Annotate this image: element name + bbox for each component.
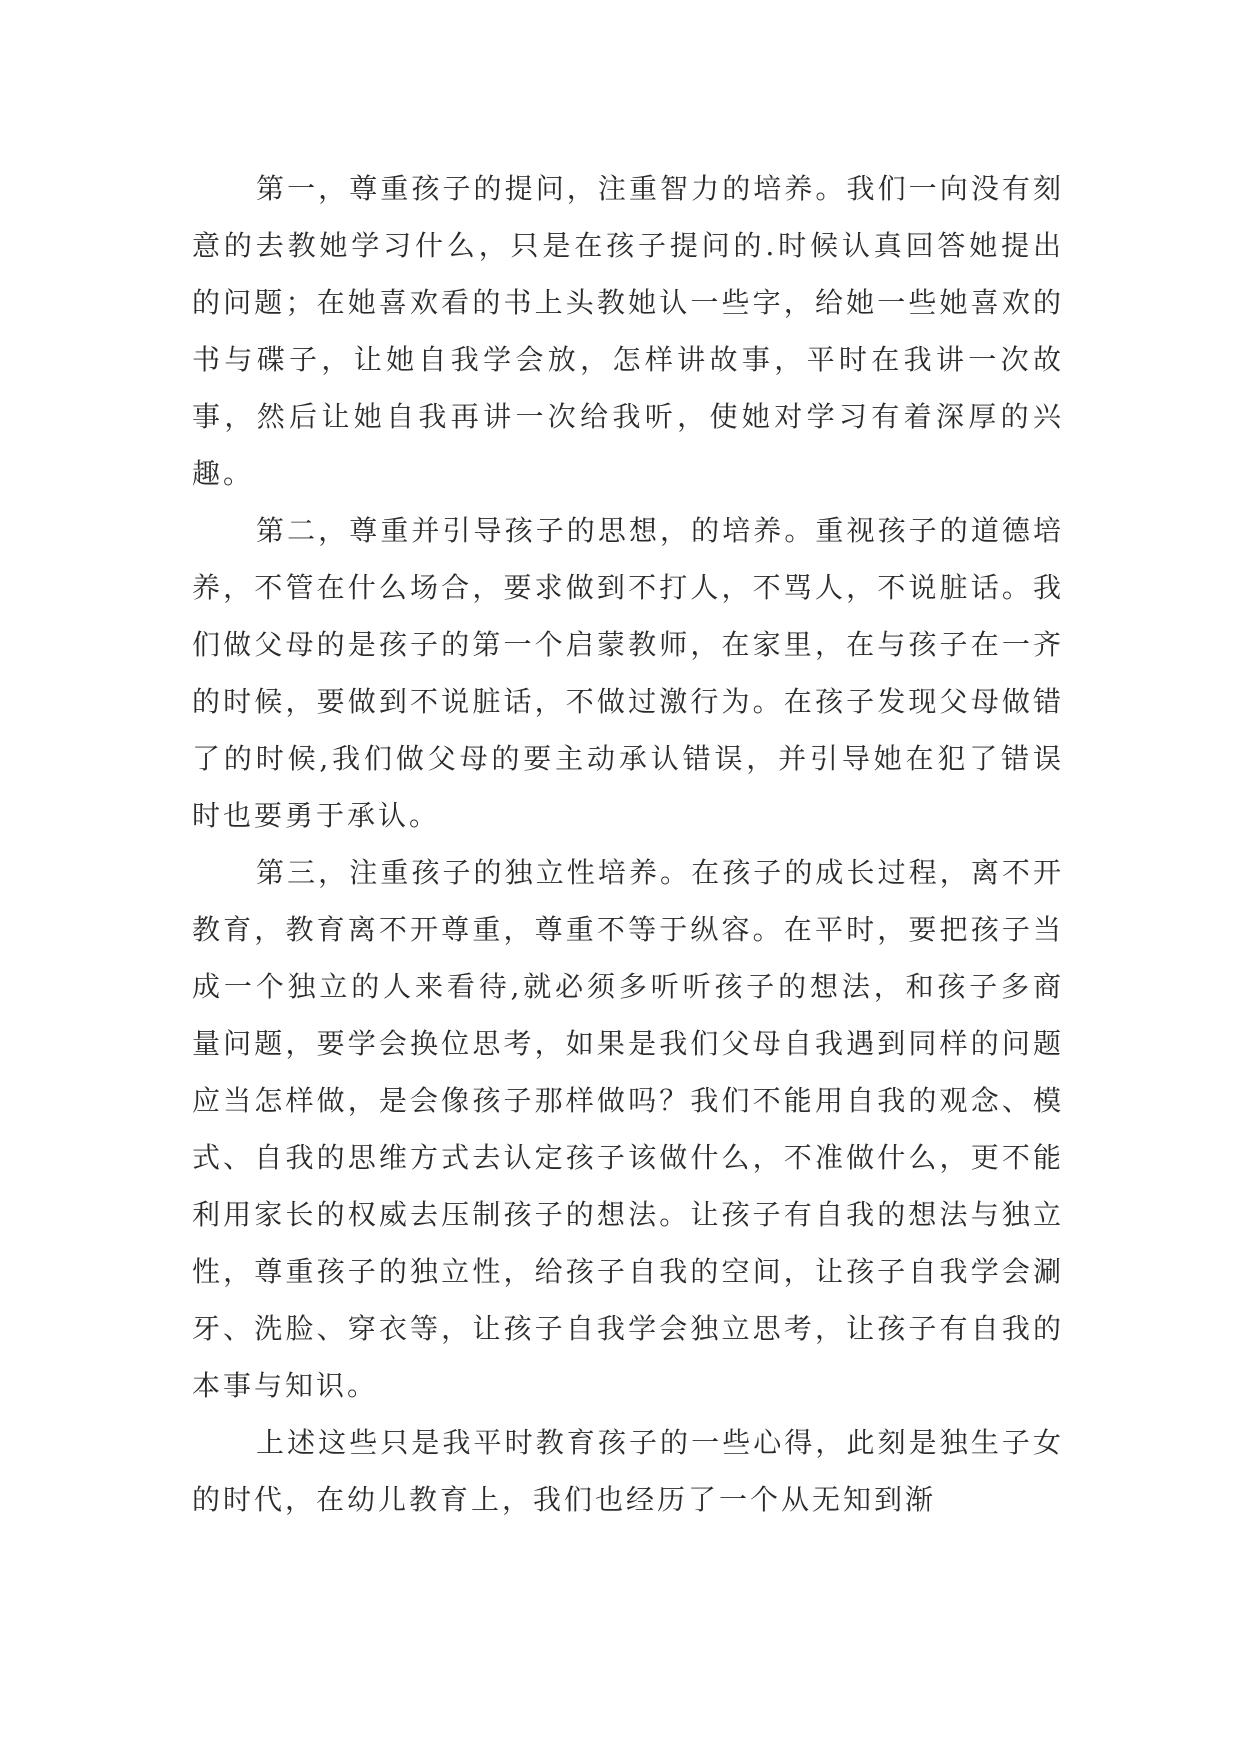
document-body [192, 160, 1064, 1528]
paragraph-3: 第三，注重孩子的独立性培养。在孩子的成长过程，离不开教育，教育离不开尊重，尊重不等于纵容。在平时，要把孩子当成一个独立的人来看待,就必须多听听孩子的想法，和孩子多商量问题，要学会换位思考，如果是我们父母自我遇到同样的问题应当怎样做，是会像孩子那样做吗？我们不能用自我的观念、模式、自我的思维方式去认定孩子该做什么，不准做什么，更不能利用家长的权威去压制孩子的想法。让孩子有自我的想法与独立性，尊重孩子的独立性，给孩子自我的空间，让孩子自我学会涮牙、洗脸、穿衣等，让孩子自我学会独立思考，让孩子有自我的本事与知识。 [192, 856, 1064, 1402]
paragraph-4: 上述这些只是我平时教育孩子的一些心得，此刻是独生子女的时代，在幼儿教育上，我们也经历了一个从无知到渐 [192, 1426, 1064, 1516]
paragraph-2: 第二，尊重并引导孩子的思想，的培养。重视孩子的道德培养，不管在什么场合，要求做到不打人，不骂人，不说脏话。我们做父母的是孩子的第一个启蒙教师，在家里，在与孩子在一齐的时候，要做到不说脏话，不做过激行为。在孩子发现父母做错了的时候,我们做父母的要主动承认错误，并引导她在犯了错误时也要勇于承认。 [192, 514, 1064, 832]
paragraph-1: 第一，尊重孩子的提问，注重智力的培养。我们一向没有刻意的去教她学习什么，只是在孩子提问的.时候认真回答她提出的问题；在她喜欢看的书上头教她认一些字，给她一些她喜欢的书与碟子，让她自我学会放，怎样讲故事，平时在我讲一次故事，然后让她自我再讲一次给我听，使她对学习有着深厚的兴趣。 [192, 172, 1064, 490]
